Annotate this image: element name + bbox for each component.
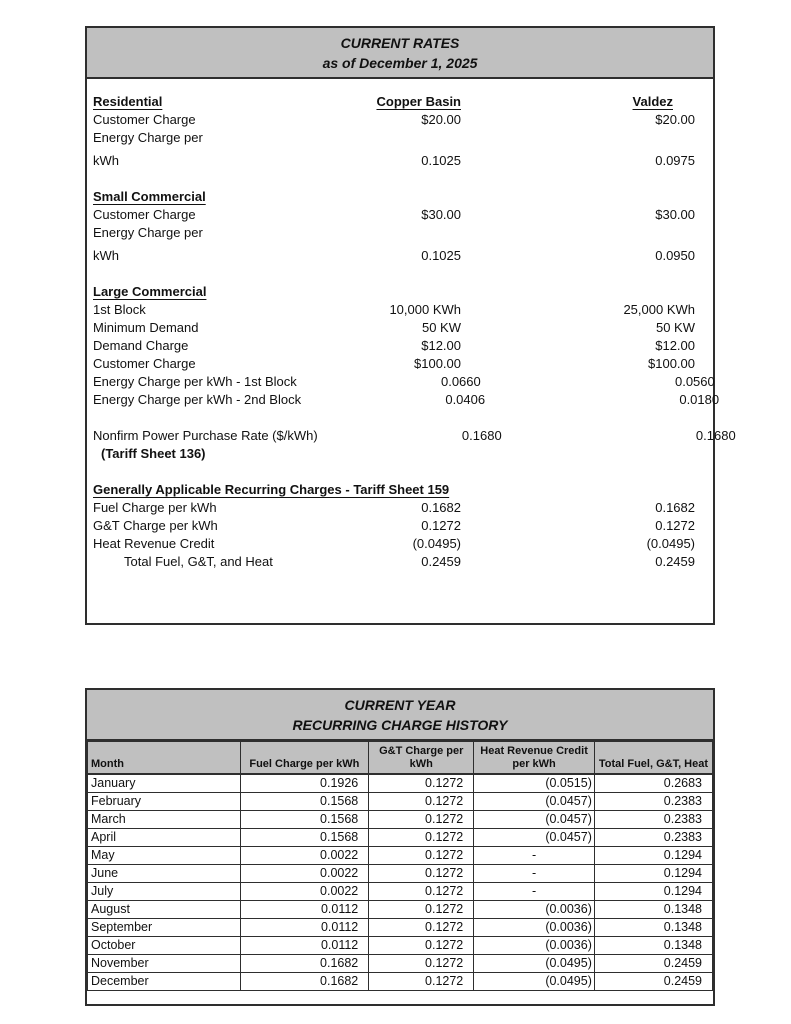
rates-row xyxy=(93,152,707,170)
fuel-charge-cell: 0.1682 xyxy=(240,973,369,991)
rate-valdez-value: 0.0180 xyxy=(679,392,720,407)
history-row xyxy=(88,847,713,865)
fuel-charge-cell: 0.0022 xyxy=(240,883,369,901)
rate-label: Nonfirm Power Purchase Rate ($/kWh) xyxy=(93,428,318,443)
rate-copper-value: 0.0660 xyxy=(440,374,481,389)
total-fuel-cell: 0.1294 xyxy=(594,883,712,901)
month-cell: August xyxy=(88,901,241,919)
rates-row xyxy=(93,517,707,535)
history-row xyxy=(88,919,713,937)
rate-copper-value: 0.1025 xyxy=(421,153,461,168)
total-fuel-cell: 0.2383 xyxy=(594,793,712,811)
rates-title-line1: CURRENT RATES xyxy=(340,35,460,51)
rates-body xyxy=(87,79,736,571)
rate-valdez-value: 0.1272 xyxy=(655,518,695,533)
total-fuel-cell: 0.1348 xyxy=(594,937,712,955)
rate-valdez-value: $30.00 xyxy=(655,207,695,222)
rate-valdez-value: 25,000 KWh xyxy=(623,302,695,317)
rate-valdez-value: $20.00 xyxy=(655,112,695,127)
heat-credit-cell: (0.0515) xyxy=(474,774,595,793)
rate-valdez-value: $100.00 xyxy=(648,356,695,371)
rates-row xyxy=(93,283,707,301)
rate-valdez-value xyxy=(461,224,707,242)
rate-copper-value: (0.0495) xyxy=(412,536,461,551)
gt-charge-cell: 0.1272 xyxy=(369,955,474,973)
total-fuel-cell: 0.2459 xyxy=(594,955,712,973)
total-fuel-cell: 0.1294 xyxy=(594,847,712,865)
column-header-month: Month xyxy=(88,742,241,775)
rate-copper-value: 50 KW xyxy=(421,320,461,335)
rate-section-label: Small Commercial xyxy=(93,189,206,204)
column-header-gt-charge: G&T Charge per kWh xyxy=(369,742,474,775)
heat-credit-cell: - xyxy=(474,847,595,865)
gt-charge-cell: 0.1272 xyxy=(369,865,474,883)
history-row xyxy=(88,865,713,883)
rate-label: Minimum Demand xyxy=(93,320,199,335)
rate-label: Energy Charge per kWh - 1st Block xyxy=(93,374,297,389)
fuel-charge-cell: 0.0112 xyxy=(240,919,369,937)
rate-label: Total Fuel, G&T, and Heat xyxy=(124,554,273,569)
rate-copper-value xyxy=(277,445,461,463)
fuel-charge-cell: 0.1568 xyxy=(240,829,369,847)
month-cell: February xyxy=(88,793,241,811)
history-row xyxy=(88,811,713,829)
rate-copper-value: 0.1680 xyxy=(461,428,502,443)
rates-row xyxy=(93,391,720,409)
gt-charge-cell: 0.1272 xyxy=(369,774,474,793)
rate-copper-value: 10,000 KWh xyxy=(389,302,461,317)
fuel-charge-cell: 0.0022 xyxy=(240,847,369,865)
rates-row xyxy=(93,188,707,206)
fuel-charge-cell: 0.1568 xyxy=(240,793,369,811)
rates-table-title xyxy=(87,28,713,79)
history-row xyxy=(88,973,713,991)
gt-charge-cell: 0.1272 xyxy=(369,919,474,937)
rates-row xyxy=(93,337,707,355)
heat-credit-cell: (0.0457) xyxy=(474,829,595,847)
rate-label: Fuel Charge per kWh xyxy=(93,500,217,515)
rate-label: kWh xyxy=(93,153,119,168)
rates-row xyxy=(93,224,707,242)
total-fuel-cell: 0.2383 xyxy=(594,811,712,829)
rate-label: Energy Charge per kWh - 2nd Block xyxy=(93,392,302,407)
total-fuel-cell: 0.1348 xyxy=(594,919,712,937)
rate-label: Demand Charge xyxy=(93,338,189,353)
month-cell: October xyxy=(88,937,241,955)
recurring-charge-history-table xyxy=(85,688,715,1006)
fuel-charge-cell: 0.1568 xyxy=(240,811,369,829)
heat-credit-cell: (0.0036) xyxy=(474,919,595,937)
history-row xyxy=(88,829,713,847)
rate-label: Residential xyxy=(93,94,163,109)
rate-valdez-value: 0.1680 xyxy=(695,428,736,443)
rate-label: 1st Block xyxy=(93,302,146,317)
rate-valdez-value xyxy=(461,129,707,147)
history-header-row xyxy=(88,742,713,775)
month-cell: November xyxy=(88,955,241,973)
rates-row xyxy=(93,247,707,265)
rates-row xyxy=(93,553,707,571)
month-cell: April xyxy=(88,829,241,847)
rates-row xyxy=(93,93,707,111)
history-row xyxy=(88,901,713,919)
rates-row xyxy=(93,129,707,147)
rates-row xyxy=(93,206,707,224)
rate-valdez-value: 0.1682 xyxy=(655,500,695,515)
rate-valdez-value: $12.00 xyxy=(655,338,695,353)
total-fuel-cell: 0.2683 xyxy=(594,774,712,793)
fuel-charge-cell: 0.0112 xyxy=(240,901,369,919)
heat-credit-cell: - xyxy=(474,883,595,901)
column-header-heat-credit: Heat Revenue Credit per kWh xyxy=(474,742,595,775)
rate-valdez-value: 0.2459 xyxy=(655,554,695,569)
rates-row xyxy=(93,265,707,283)
rates-title-line2: as of December 1, 2025 xyxy=(322,55,478,71)
fuel-charge-cell: 0.0022 xyxy=(240,865,369,883)
history-row xyxy=(88,774,713,793)
month-cell: March xyxy=(88,811,241,829)
rate-copper-value: $100.00 xyxy=(414,356,461,371)
rate-label: Customer Charge xyxy=(93,112,196,127)
month-cell: September xyxy=(88,919,241,937)
history-row xyxy=(88,883,713,901)
history-row xyxy=(88,793,713,811)
heat-credit-cell: (0.0457) xyxy=(474,811,595,829)
history-table-title xyxy=(87,690,713,741)
rate-copper-value: Copper Basin xyxy=(376,94,461,109)
rates-row xyxy=(93,445,707,463)
total-fuel-cell: 0.2459 xyxy=(594,973,712,991)
rate-valdez-value: Valdez xyxy=(632,94,673,109)
rate-label: (Tariff Sheet 136) xyxy=(101,446,206,461)
heat-credit-cell: (0.0036) xyxy=(474,937,595,955)
rate-label: kWh xyxy=(93,248,119,263)
current-rates-table xyxy=(85,26,736,625)
month-cell: July xyxy=(88,883,241,901)
gt-charge-cell: 0.1272 xyxy=(369,847,474,865)
rate-copper-value: $12.00 xyxy=(421,338,461,353)
total-fuel-cell: 0.1348 xyxy=(594,901,712,919)
history-grid xyxy=(87,741,713,991)
gt-charge-cell: 0.1272 xyxy=(369,793,474,811)
month-cell: May xyxy=(88,847,241,865)
rate-copper-value xyxy=(277,129,461,147)
rates-row xyxy=(93,427,736,445)
rate-label: Energy Charge per xyxy=(93,130,203,145)
rate-valdez-value: 0.0950 xyxy=(655,248,695,263)
history-row xyxy=(88,955,713,973)
rates-row xyxy=(93,170,707,188)
rates-row xyxy=(93,535,707,553)
gt-charge-cell: 0.1272 xyxy=(369,937,474,955)
heat-credit-cell: (0.0457) xyxy=(474,793,595,811)
rate-copper-value xyxy=(277,224,461,242)
rates-row xyxy=(93,319,707,337)
rate-valdez-value: 0.0560 xyxy=(674,374,715,389)
rate-label: Heat Revenue Credit xyxy=(93,536,215,551)
gt-charge-cell: 0.1272 xyxy=(369,829,474,847)
month-cell: January xyxy=(88,774,241,793)
gt-charge-cell: 0.1272 xyxy=(369,901,474,919)
rate-valdez-value: 50 KW xyxy=(655,320,695,335)
gt-charge-cell: 0.1272 xyxy=(369,811,474,829)
gt-charge-cell: 0.1272 xyxy=(369,973,474,991)
history-title-line2: RECURRING CHARGE HISTORY xyxy=(292,717,508,733)
rate-valdez-value xyxy=(461,445,707,463)
column-header-fuel-charge: Fuel Charge per kWh xyxy=(240,742,369,775)
rates-row xyxy=(93,409,707,427)
column-header-total-fuel: Total Fuel, G&T, Heat xyxy=(594,742,712,775)
history-row xyxy=(88,937,713,955)
fuel-charge-cell: 0.0112 xyxy=(240,937,369,955)
rates-row xyxy=(93,355,707,373)
rate-copper-value: $20.00 xyxy=(421,112,461,127)
fuel-charge-cell: 0.1682 xyxy=(240,955,369,973)
heat-credit-cell: (0.0495) xyxy=(474,955,595,973)
rate-label: Customer Charge xyxy=(93,207,196,222)
rate-section-label: Generally Applicable Recurring Charges - Tariff Sheet 159 xyxy=(93,482,450,497)
gt-charge-cell: 0.1272 xyxy=(369,883,474,901)
rate-valdez-value: (0.0495) xyxy=(646,536,695,551)
rates-row xyxy=(93,481,707,499)
rates-row xyxy=(93,111,707,129)
rate-label: Energy Charge per xyxy=(93,225,203,240)
rate-section-label: Large Commercial xyxy=(93,284,207,299)
total-fuel-cell: 0.1294 xyxy=(594,865,712,883)
rate-copper-value: 0.1272 xyxy=(421,518,461,533)
rate-copper-value: 0.2459 xyxy=(421,554,461,569)
history-body xyxy=(88,774,713,991)
month-cell: December xyxy=(88,973,241,991)
heat-credit-cell: (0.0036) xyxy=(474,901,595,919)
rates-row xyxy=(93,499,707,517)
rate-copper-value: 0.1025 xyxy=(421,248,461,263)
rates-row xyxy=(93,301,707,319)
rate-label: Customer Charge xyxy=(93,356,196,371)
rate-copper-value: 0.1682 xyxy=(421,500,461,515)
rate-copper-value: 0.0406 xyxy=(445,392,486,407)
heat-credit-cell: - xyxy=(474,865,595,883)
rates-row xyxy=(93,463,707,481)
month-cell: June xyxy=(88,865,241,883)
history-title-line1: CURRENT YEAR xyxy=(344,697,456,713)
rate-copper-value: $30.00 xyxy=(421,207,461,222)
total-fuel-cell: 0.2383 xyxy=(594,829,712,847)
rates-row xyxy=(93,373,715,391)
rate-valdez-value: 0.0975 xyxy=(655,153,695,168)
fuel-charge-cell: 0.1926 xyxy=(240,774,369,793)
heat-credit-cell: (0.0495) xyxy=(474,973,595,991)
rate-label: G&T Charge per kWh xyxy=(93,518,218,533)
